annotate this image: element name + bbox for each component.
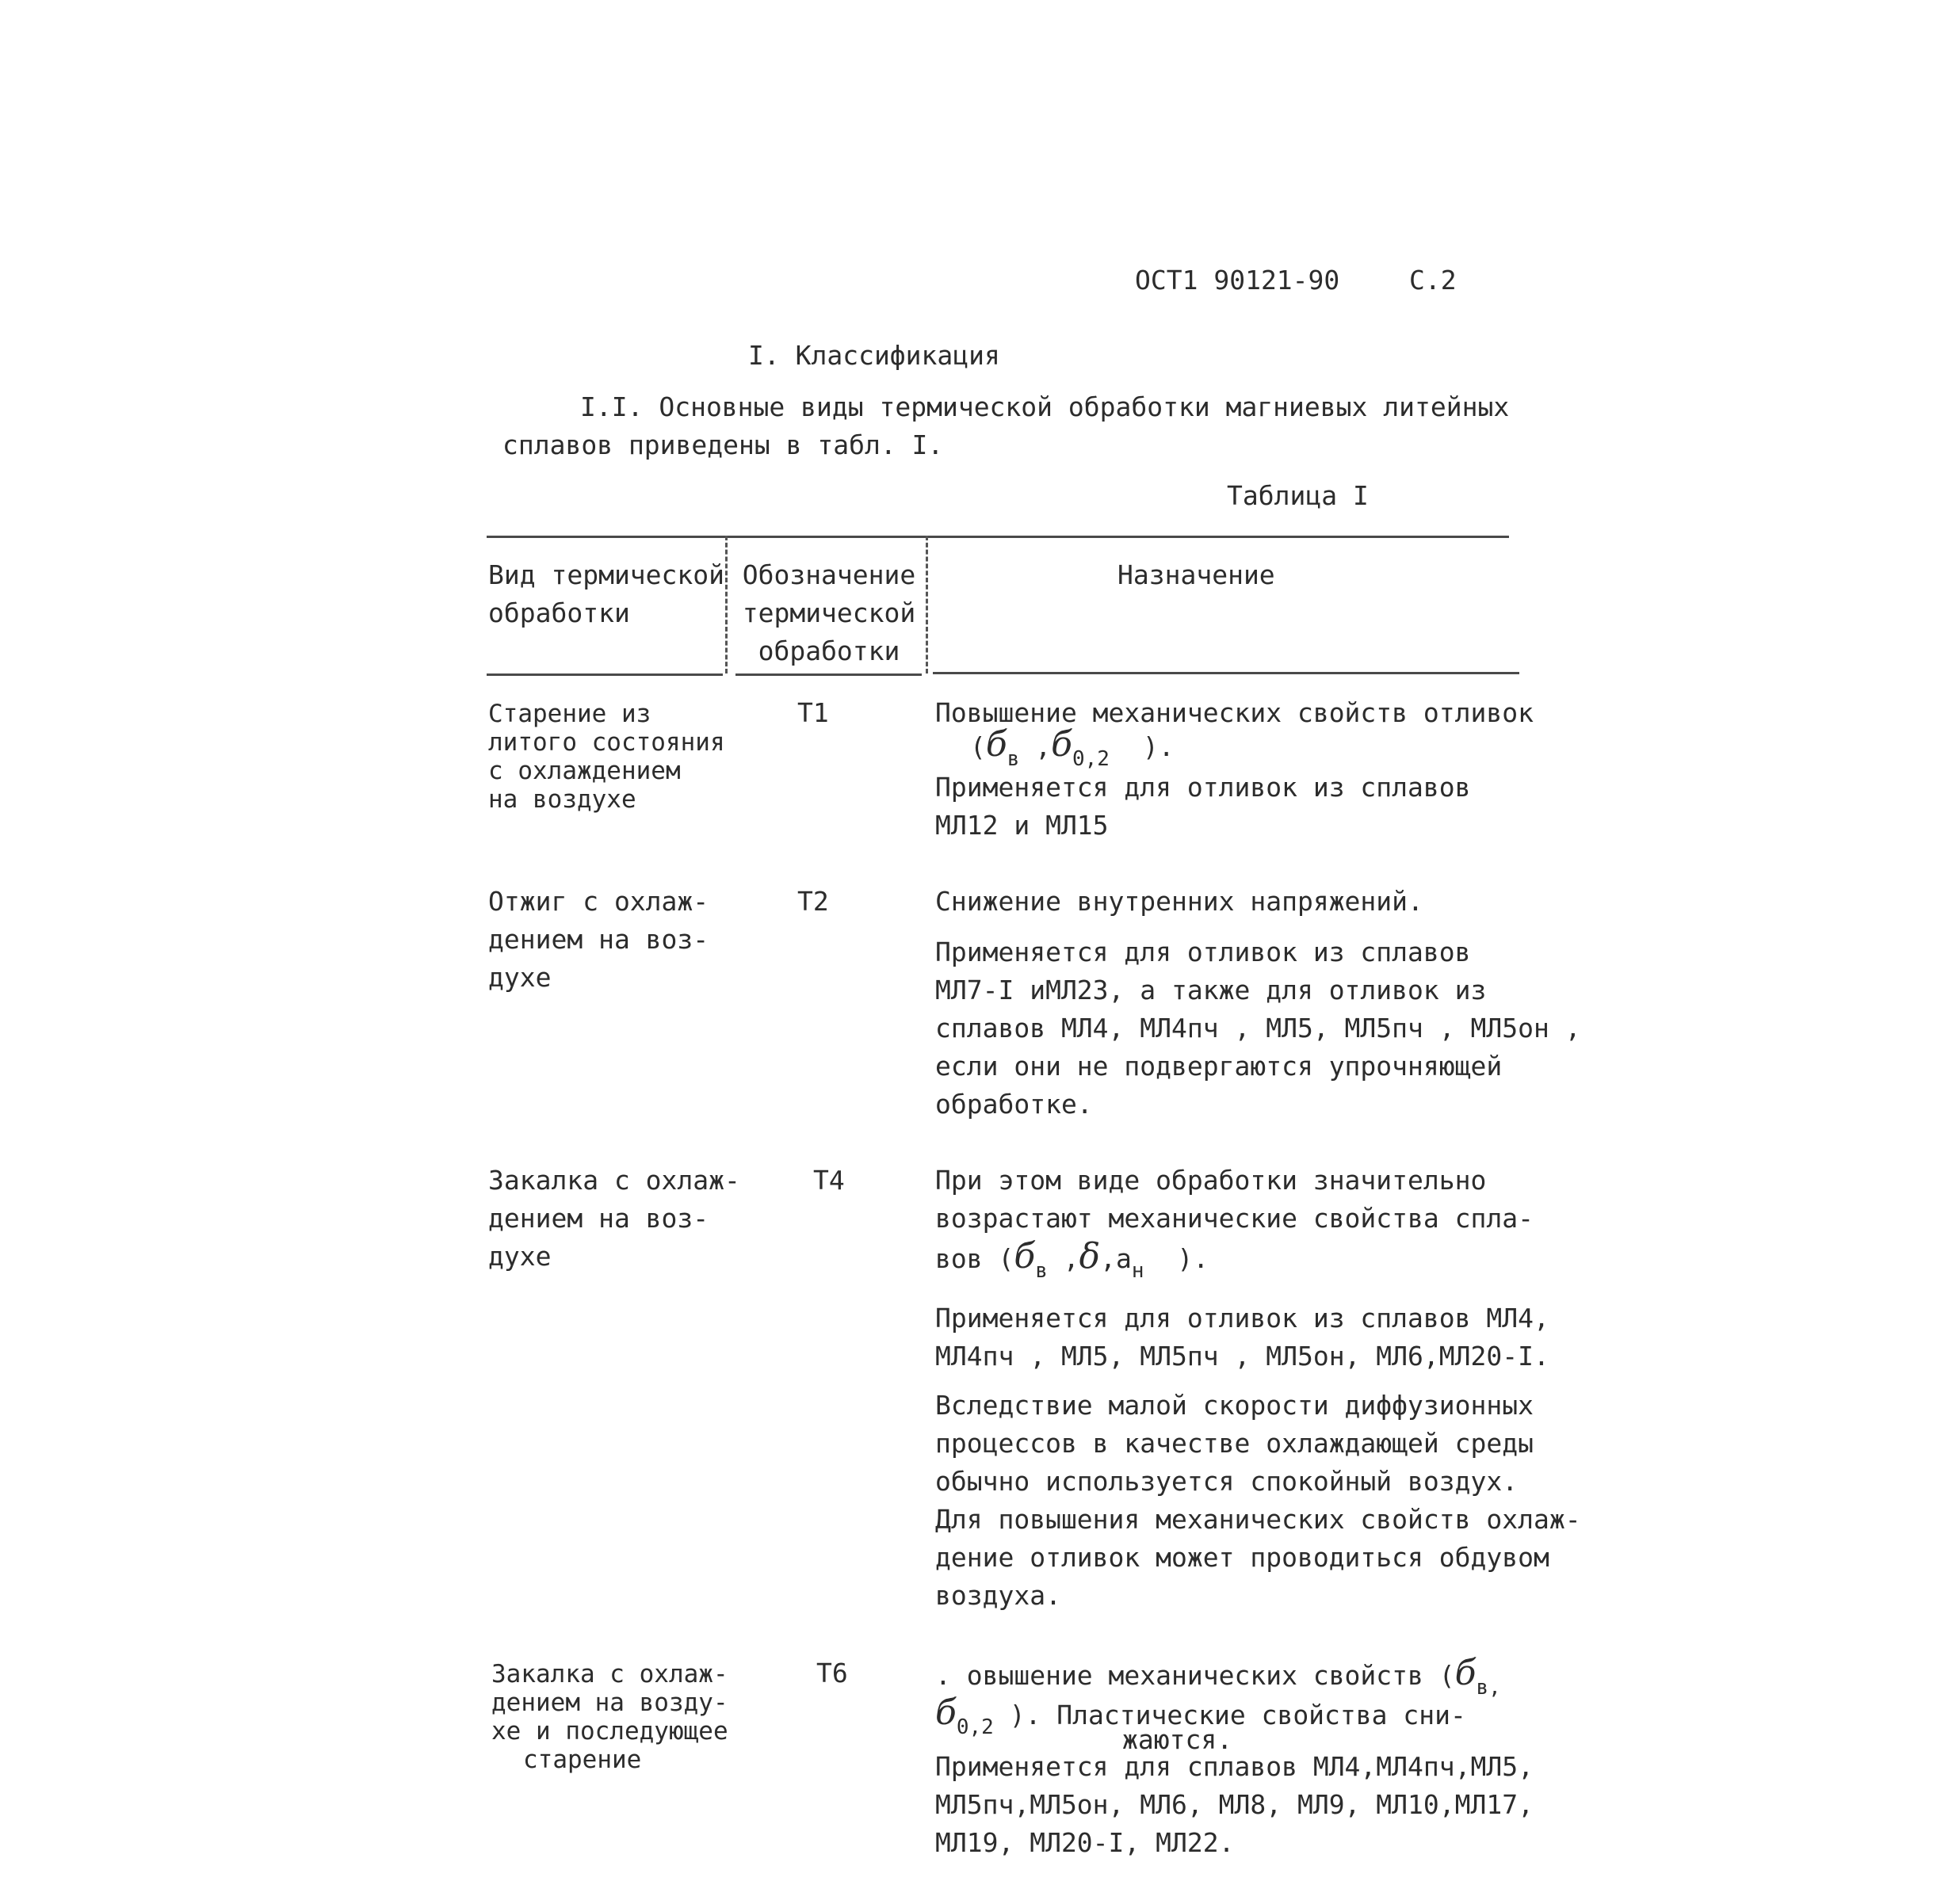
header-bottom-rule-3 bbox=[933, 672, 1519, 674]
page-number: С.2 bbox=[1409, 265, 1457, 296]
header-bottom-rule-2 bbox=[735, 673, 922, 676]
row2-purpose-para-2: Применяется для отливок из сплавов МЛ7-I иМЛ23, а также для отливок из сплавов МЛ4, МЛ4пч , МЛ5, МЛ5пч , МЛ5он , если они не подвергаются упрочняющей обработке. bbox=[935, 937, 1581, 1120]
header-col-type: Вид термической обработки bbox=[488, 559, 725, 628]
column-divider-2 bbox=[926, 536, 928, 673]
row3-purpose-para-1: При этом виде обработки значительно возрастают механические свойства спла- вов ($б_в$ $,\delta,а_н$ ). bbox=[935, 1165, 1534, 1283]
intro-line-1: I.I. Основные виды термической обработки магниевых литейных bbox=[580, 391, 1510, 422]
row2-type: Отжиг с охлаж- дением на воз- духе bbox=[488, 886, 709, 993]
row4-overlap-text: жаются. bbox=[1122, 1724, 1233, 1755]
row4-purpose-para-2: Применяется для сплавов МЛ4,МЛ4пч,МЛ5, МЛ5пч,МЛ5он, МЛ6, МЛ8, МЛ9, МЛ10,МЛ17, МЛ19, МЛ20-I, МЛ22. bbox=[935, 1751, 1534, 1858]
row4-type: Закалка с охлаж- дением на возду- хе и последующее старение bbox=[491, 1660, 728, 1774]
row3-purpose-line-3: вов ($б_в$ $,\delta,а_н$ ). bbox=[935, 1236, 1209, 1283]
row1-purpose-line-1: Повышение механических свойств отливок bbox=[935, 697, 1534, 728]
intro-line-2: сплавов приведены в табл. I. bbox=[502, 429, 944, 460]
row3-purpose-para-2: Применяется для отливок из сплавов МЛ4, МЛ4пч , МЛ5, МЛ5пч , МЛ5он, МЛ6,МЛ20-I. bbox=[935, 1303, 1549, 1372]
row2-code: Т2 bbox=[797, 886, 829, 917]
column-divider-1 bbox=[725, 536, 728, 673]
table-top-rule bbox=[487, 536, 1509, 538]
row1-purpose-para-2: Применяется для отливок из сплавов МЛ12 и МЛ15 bbox=[935, 772, 1471, 841]
row4-purpose-line-2: $б_{0,2}$ ). Пластические свойства сни- bbox=[935, 1692, 1466, 1739]
row1-type: Старение из литого состояния с охлаждением на воздухе bbox=[488, 700, 725, 814]
row2-purpose-para-1: Снижение внутренних напряжений. bbox=[935, 886, 1423, 917]
header-bottom-rule-1 bbox=[487, 673, 723, 676]
row4-code: Т6 bbox=[816, 1658, 848, 1688]
row3-purpose-para-3: Вследствие малой скорости диффузионных процессов в качестве охлаждающей среды обычно используется спокойный воздух. Для повышения механических свойств охлаж- дение отливок может проводиться обдувом воздуха. bbox=[935, 1390, 1581, 1611]
table-caption: Таблица I bbox=[1227, 480, 1369, 511]
header-col-code: Обозначение термической обработки bbox=[742, 559, 916, 666]
header-col-purpose: Назначение bbox=[1117, 559, 1275, 590]
section-title: I. Классификация bbox=[748, 340, 1000, 371]
row4-purpose-line-1: . овышение механических свойств ($б_{в,}$ bbox=[935, 1653, 1501, 1700]
document-code: ОСТ1 90121-90 bbox=[1135, 265, 1340, 296]
row3-code: Т4 bbox=[813, 1165, 845, 1196]
row1-code: Т1 bbox=[797, 697, 829, 728]
row1-stress-symbols: ($б_в$ $,б_{0,2}$ ). bbox=[970, 724, 1175, 771]
row3-type: Закалка с охлаж- дением на воз- духе bbox=[488, 1165, 740, 1272]
